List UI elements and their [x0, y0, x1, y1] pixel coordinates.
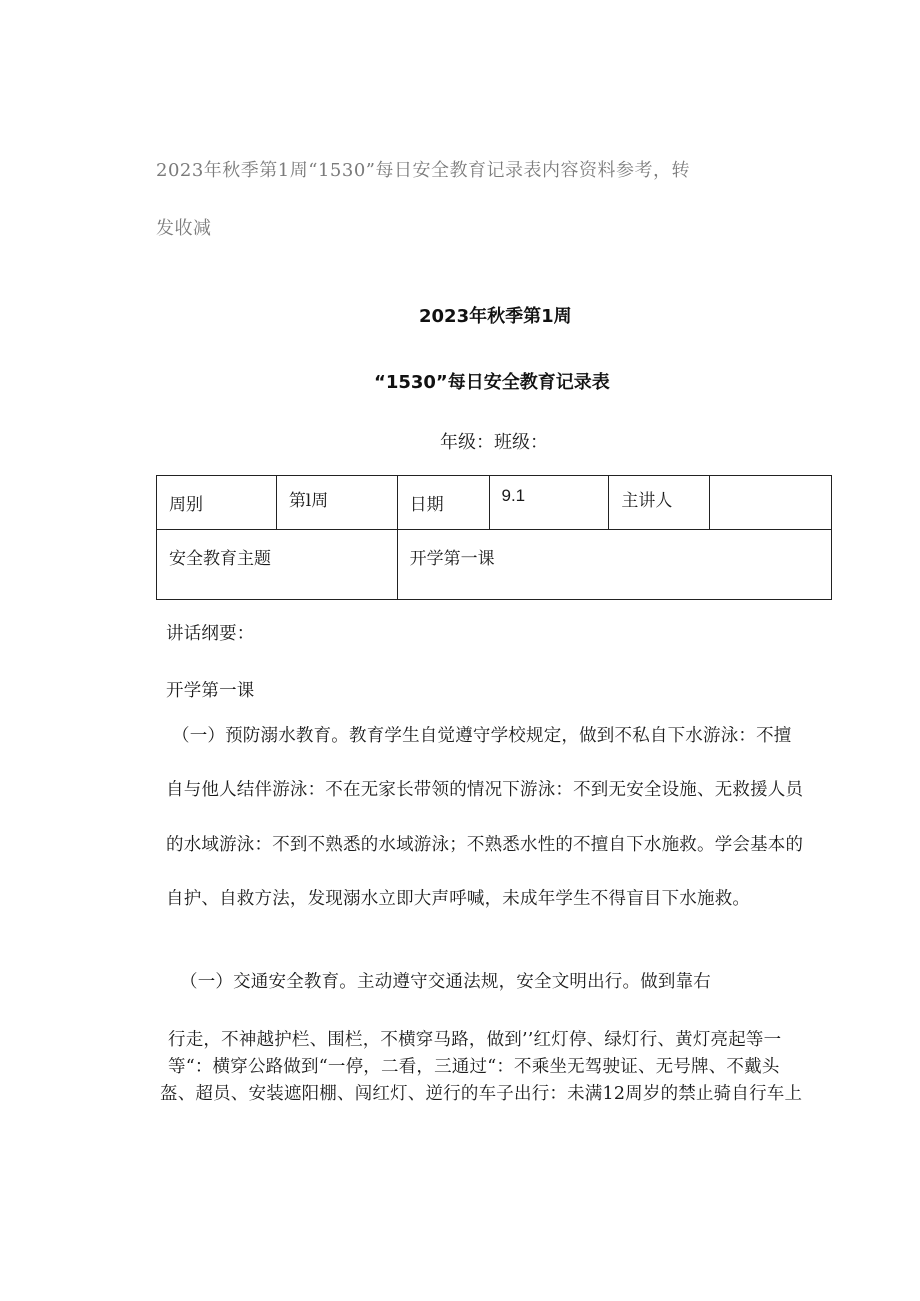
table-row [157, 476, 832, 530]
speaker-label-cell: 主讲人 [609, 476, 710, 530]
date-label-cell: 日期 [397, 476, 489, 530]
heading-record-table: “1530”每日安全教育记录表 [374, 372, 610, 393]
date-value-cell: 9.1 [489, 476, 609, 530]
week-value-cell: 第l周 [276, 476, 397, 530]
section1-line-4: 自护、自救方法，发现溺水立即大声呼喊，未成年学生不得盲目下水施救。 [166, 889, 751, 909]
heading-week: 2023年秋季第1周 [419, 306, 572, 327]
section2-line-3: 等“：横穿公路做到“一停，二看，三通过“：不乘坐无驾驶证、无号牌、不戴头 [168, 1057, 780, 1077]
topic-value-cell: 开学第一课 [397, 530, 831, 600]
topic-label-cell: 安全教育主题 [157, 530, 398, 600]
document-title-line-1: 2023年秋季第1周“1530”每日安全教育记录表内容资料参考，转 [156, 160, 690, 181]
outline-title: 开学第一课 [166, 681, 255, 701]
section1-line-3: 的水域游泳：不到不熟悉的水域游泳；不熟悉水性的不擅自下水施救。学会基本的 [166, 835, 804, 855]
info-table [156, 475, 832, 600]
section1-line-1: （一）预防溺水教育。教育学生自觉遵守学校规定，做到不私自下水游泳：不擅 [172, 726, 792, 746]
grade-class-line: 年级：班级： [440, 432, 548, 453]
outline-label: 讲话纲要： [166, 624, 255, 644]
document-title-line-2: 发收减 [156, 218, 212, 239]
section1-line-2: 自与他人结伴游泳：不在无家长带领的情况下游泳：不到无安全设施、无救援人员 [166, 780, 804, 800]
table-row [157, 530, 832, 600]
speaker-value-cell [710, 476, 832, 530]
week-label-cell: 周别 [157, 476, 277, 530]
section2-line-1: （一）交通安全教育。主动遵守交通法规，安全文明出行。做到靠右 [180, 972, 711, 992]
section2-line-4: 盔、超员、安装遮阳棚、闯红灯、逆行的车子出行：未满12周岁的禁止骑自行车上 [160, 1084, 803, 1104]
section2-line-2: 行走，不神越护栏、围栏，不横穿马路，做到’’红灯停、绿灯行、黄灯亮起等一 [168, 1030, 782, 1050]
